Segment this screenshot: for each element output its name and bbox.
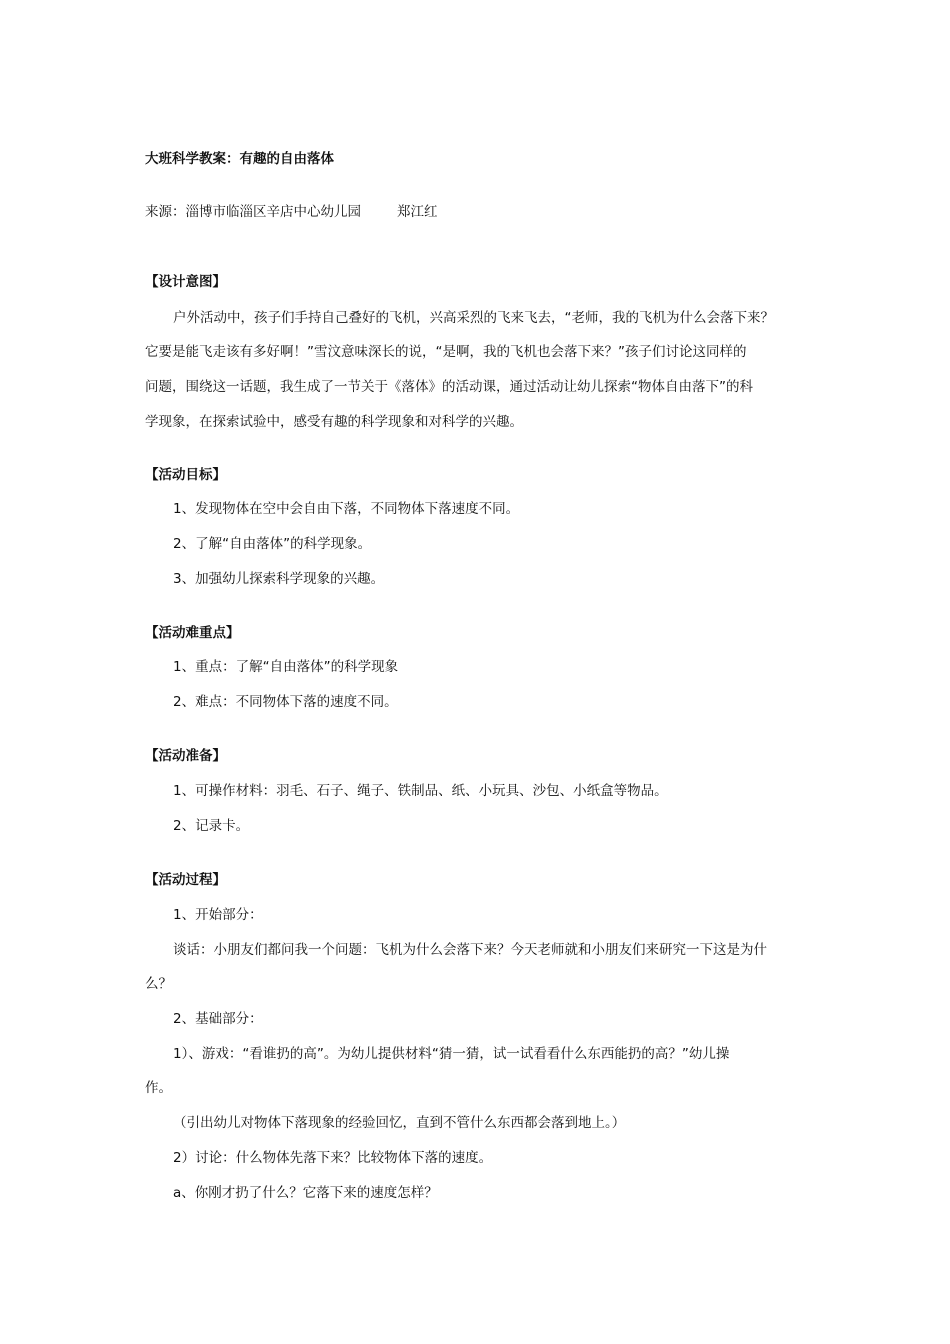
- section-heading-design: 【设计意图】: [145, 274, 226, 290]
- paragraph-line: 谈话：小朋友们都问我一个问题：飞机为什么会落下来？今天老师就和小朋友们来研究一下这是为什: [173, 942, 767, 958]
- paragraph-line: 2、基础部分：: [173, 1011, 263, 1027]
- paragraph-line: 作。: [145, 1080, 172, 1096]
- paragraph-line: a、你刚才扔了什么？它落下来的速度怎样？: [173, 1185, 438, 1201]
- paragraph-line: （引出幼儿对物体下落现象的经验回忆，直到不管什么东西都会落到地上。）: [173, 1115, 626, 1131]
- list-item: 3、加强幼儿探索科学现象的兴趣。: [173, 571, 385, 587]
- paragraph-line: 户外活动中，孩子们手持自己叠好的飞机，兴高采烈的飞来飞去，“老师，我的飞机为什么会落下来？: [173, 310, 774, 326]
- section-heading-goals: 【活动目标】: [145, 467, 226, 483]
- list-item: 1、发现物体在空中会自由下落，不同物体下落速度不同。: [173, 501, 520, 517]
- source-line: [145, 203, 438, 221]
- paragraph-line: 2）讨论：什么物体先落下来？比较物体下落的速度。: [173, 1150, 493, 1166]
- author-name: 郑江红: [397, 204, 438, 220]
- source-label: 来源：淄博市临淄区辛店中心幼儿园: [145, 204, 361, 220]
- paragraph-line: 学现象，在探索试验中，感受有趣的科学现象和对科学的兴趣。: [145, 414, 523, 430]
- section-heading-process: 【活动过程】: [145, 872, 226, 888]
- paragraph-line: 问题，围绕这一话题，我生成了一节关于《落体》的活动课，通过活动让幼儿探索“物体自由落下”的科: [145, 379, 753, 395]
- document-title: 大班科学教案：有趣的自由落体: [145, 151, 334, 167]
- list-item: 2、难点：不同物体下落的速度不同。: [173, 694, 398, 710]
- list-item: 1、可操作材料：羽毛、石子、绳子、铁制品、纸、小玩具、沙包、小纸盒等物品。: [173, 783, 668, 799]
- list-item: 2、了解“自由落体”的科学现象。: [173, 536, 372, 552]
- paragraph-line: 它要是能飞走该有多好啊！”雪汶意味深长的说，“是啊，我的飞机也会落下来？”孩子们讨论这同样的: [145, 344, 747, 360]
- list-item: 1、重点：了解“自由落体”的科学现象: [173, 659, 399, 675]
- section-heading-preparation: 【活动准备】: [145, 748, 226, 764]
- section-heading-key-points: 【活动难重点】: [145, 625, 240, 641]
- list-item: 2、记录卡。: [173, 818, 250, 834]
- paragraph-line: 么？: [145, 976, 172, 992]
- paragraph-line: 1、开始部分：: [173, 907, 263, 923]
- paragraph-line: 1）、游戏：“看谁扔的高”。为幼儿提供材料“猜一猜，试一试看看什么东西能扔的高？”幼儿操: [173, 1046, 730, 1062]
